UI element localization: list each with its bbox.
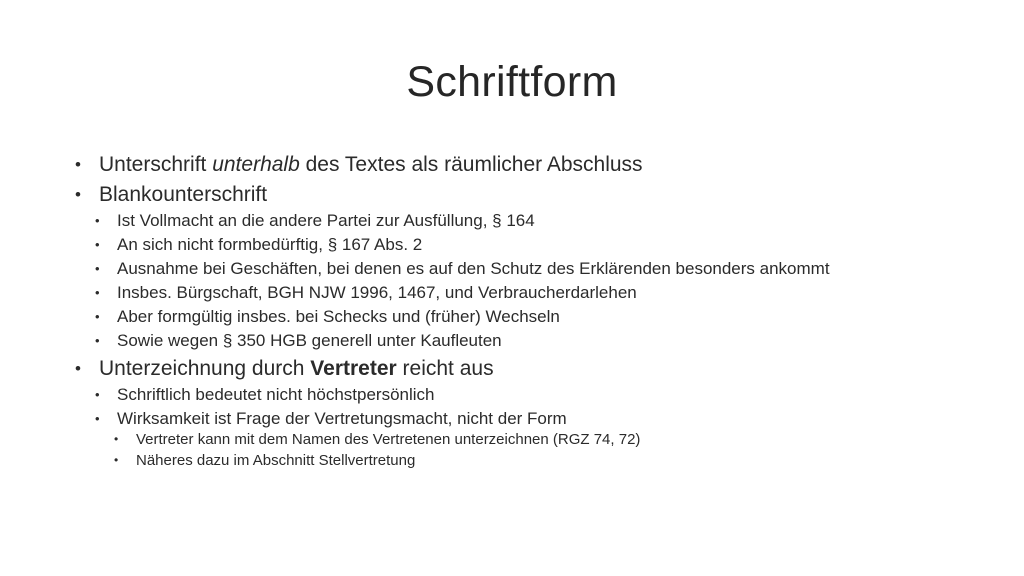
sublist-unterzeichnung bbox=[95, 386, 975, 470]
subitem bbox=[95, 386, 975, 404]
subsubitem bbox=[114, 430, 975, 449]
bullet-icon: • bbox=[95, 387, 100, 402]
list-item-unterzeichnung bbox=[75, 356, 975, 382]
subitem bbox=[95, 212, 975, 230]
subitem bbox=[95, 284, 975, 302]
subsubitem-text: Näheres dazu im Abschnitt Stellvertretung bbox=[136, 452, 416, 469]
subitem bbox=[95, 410, 975, 428]
sublist-blankounterschrift bbox=[95, 212, 975, 350]
slide-title: Schriftform bbox=[406, 58, 618, 106]
subitem-text: Insbes. Bürgschaft, BGH NJW 1996, 1467, und Verbraucherdarlehen bbox=[117, 283, 637, 302]
bullet-icon: • bbox=[114, 453, 119, 467]
subsublist-container bbox=[114, 430, 975, 470]
item-text-emphasis: unterhalb bbox=[212, 153, 300, 176]
subsubitem-text: Vertreter kann mit dem Namen des Vertretenen unterzeichnen (RGZ 74, 72) bbox=[136, 431, 641, 448]
subitem-text: An sich nicht formbedürftig, § 167 Abs. 2 bbox=[117, 235, 423, 254]
subitem-text: Sowie wegen § 350 HGB generell unter Kaufleuten bbox=[117, 331, 502, 350]
bullet-icon: • bbox=[95, 411, 100, 426]
sublist-container bbox=[95, 386, 975, 470]
bullet-icon: • bbox=[95, 213, 100, 228]
subitem-text: Wirksamkeit ist Frage der Vertretungsmacht, nicht der Form bbox=[117, 409, 567, 428]
bullet-list bbox=[75, 152, 975, 476]
bullet-icon: • bbox=[114, 432, 119, 446]
bullet-icon: • bbox=[95, 285, 100, 300]
list-item-blankounterschrift bbox=[75, 182, 975, 208]
item-text-prefix: Unterschrift bbox=[99, 153, 213, 176]
subitem-text: Ist Vollmacht an die andere Partei zur Ausfüllung, § 164 bbox=[117, 211, 535, 230]
sublist-container bbox=[95, 212, 975, 350]
item-text: Blankounterschrift bbox=[99, 183, 268, 206]
subitem bbox=[95, 308, 975, 326]
item-text-prefix: Unterzeichnung durch bbox=[99, 357, 311, 380]
subitem bbox=[95, 236, 975, 254]
subsubitem bbox=[114, 451, 975, 470]
bullet-icon: • bbox=[95, 309, 100, 324]
bullet-icon: • bbox=[75, 155, 81, 174]
item-text-bold: Vertreter bbox=[310, 357, 397, 380]
bullet-icon: • bbox=[95, 333, 100, 348]
subitem bbox=[95, 260, 975, 278]
subitem bbox=[95, 332, 975, 350]
bullet-icon: • bbox=[75, 185, 81, 204]
bullet-icon: • bbox=[95, 261, 100, 276]
subitem-text: Ausnahme bei Geschäften, bei denen es auf den Schutz des Erklärenden besonders ankommt bbox=[117, 259, 830, 278]
list-item-unterschrift bbox=[75, 152, 975, 178]
bullet-icon: • bbox=[95, 237, 100, 252]
bullet-icon: • bbox=[75, 359, 81, 378]
subitem-text: Aber formgültig insbes. bei Schecks und (früher) Wechseln bbox=[117, 307, 560, 326]
subsublist-wirksamkeit bbox=[114, 430, 975, 470]
item-text-suffix: reicht aus bbox=[396, 357, 494, 380]
subitem-text: Schriftlich bedeutet nicht höchstpersönlich bbox=[117, 385, 435, 404]
item-text-suffix: des Textes als räumlicher Abschluss bbox=[299, 153, 643, 176]
